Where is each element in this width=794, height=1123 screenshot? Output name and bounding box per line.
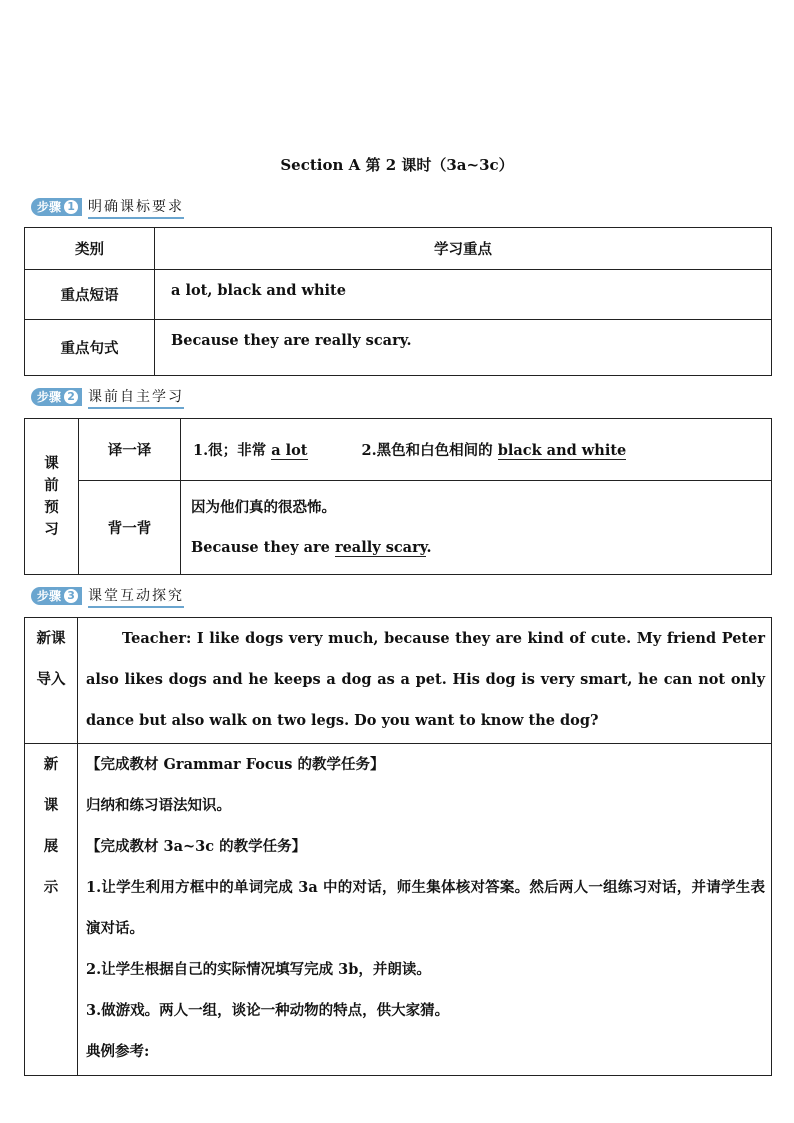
page-title: Section A 第 2 课时（3a~3c） [280, 156, 514, 174]
step-1-header [31, 197, 184, 217]
step-2-header [31, 387, 184, 407]
answer-black-and-white: black and white [497, 442, 627, 459]
table-header-focus: 学习重点 [155, 228, 772, 270]
intro-content: Teacher: I like dogs very much, because they are kind of cute. My friend Peter also likes dogs and he keeps a dog as a pet. His dog is very smart, he can not only dance but also walk on two legs. Do you want to know the dog? [78, 618, 772, 744]
row-label-phrases: 重点短语 [25, 270, 155, 320]
step-label: 课前自主学习 [88, 386, 184, 409]
step-label: 明确课标要求 [88, 196, 184, 219]
row-label-sentences: 重点句式 [25, 320, 155, 376]
preview-side-label: 课 前 预 习 [25, 419, 79, 575]
recite-label: 背一背 [79, 481, 181, 575]
step-badge: 步骤 3 [31, 587, 82, 605]
row-content-sentences: Because they are really scary. [155, 320, 772, 376]
step-badge: 步骤 2 [31, 388, 82, 406]
table-header-category: 类别 [25, 228, 155, 270]
preview-table [24, 418, 772, 575]
translate-content: 1.很；非常 a lot 2.黑色和白色相间的 black and white [181, 419, 772, 481]
recite-content: 因为他们真的很恐怖。 Because they are really scary. [181, 481, 772, 575]
show-label: 新 课 展 示 [25, 744, 78, 1076]
answer-a-lot: a lot [271, 442, 308, 459]
translate-label: 译一译 [79, 419, 181, 481]
show-content: 【完成教材 Grammar Focus 的教学任务】 归纳和练习语法知识。 【完成教材 3a~3c 的教学任务】 1.让学生利用方框中的单词完成 3a 中的对话，师生集体核对答案。然后两人一组练习对话，并请学生表演对话。 2.让学生根据自己的实际情况填写完成 3b，并朗读。 3.做游戏。两人一组，谈论一种动物的特点，供大家猜。 典例参考: [78, 744, 772, 1076]
intro-label: 新课 导入 [25, 618, 78, 744]
row-content-phrases: a lot, black and white [155, 270, 772, 320]
key-points-table [24, 227, 772, 376]
step-label: 课堂互动探究 [88, 585, 184, 608]
step-badge: 步骤 1 [31, 198, 82, 216]
class-activity-table [24, 617, 772, 1076]
step-3-header [31, 586, 184, 606]
